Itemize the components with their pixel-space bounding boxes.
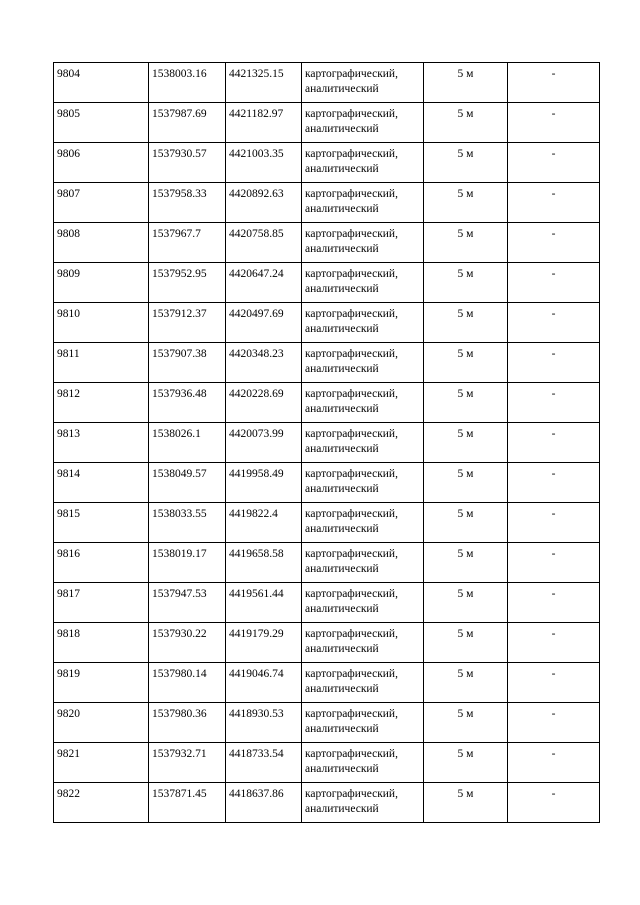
note-cell: - (508, 623, 600, 663)
method-cell: картографический, аналитический (302, 343, 424, 383)
x-coordinate-cell: 1537930.57 (149, 143, 226, 183)
table-row (54, 623, 600, 663)
x-coordinate-cell: 1537932.71 (149, 743, 226, 783)
note-cell: - (508, 583, 600, 623)
method-cell: картографический, аналитический (302, 623, 424, 663)
point-number-cell: 9806 (54, 143, 149, 183)
method-cell: картографический, аналитический (302, 263, 424, 303)
point-number-cell: 9810 (54, 303, 149, 343)
table-row (54, 743, 600, 783)
y-coordinate-cell: 4418637.86 (226, 783, 302, 823)
method-cell: картографический, аналитический (302, 143, 424, 183)
method-cell: картографический, аналитический (302, 63, 424, 103)
x-coordinate-cell: 1537967.7 (149, 223, 226, 263)
point-number-cell: 9821 (54, 743, 149, 783)
x-coordinate-cell: 1538019.17 (149, 543, 226, 583)
x-coordinate-cell: 1538049.57 (149, 463, 226, 503)
accuracy-cell: 5 м (424, 623, 508, 663)
y-coordinate-cell: 4419561.44 (226, 583, 302, 623)
y-coordinate-cell: 4419958.49 (226, 463, 302, 503)
point-number-cell: 9819 (54, 663, 149, 703)
method-cell: картографический, аналитический (302, 383, 424, 423)
coordinates-table (53, 62, 600, 823)
y-coordinate-cell: 4419046.74 (226, 663, 302, 703)
note-cell: - (508, 143, 600, 183)
method-cell: картографический, аналитический (302, 783, 424, 823)
table-row (54, 303, 600, 343)
note-cell: - (508, 383, 600, 423)
y-coordinate-cell: 4420228.69 (226, 383, 302, 423)
point-number-cell: 9808 (54, 223, 149, 263)
y-coordinate-cell: 4421003.35 (226, 143, 302, 183)
x-coordinate-cell: 1537947.53 (149, 583, 226, 623)
note-cell: - (508, 783, 600, 823)
method-cell: картографический, аналитический (302, 663, 424, 703)
note-cell: - (508, 223, 600, 263)
accuracy-cell: 5 м (424, 743, 508, 783)
accuracy-cell: 5 м (424, 703, 508, 743)
y-coordinate-cell: 4419822.4 (226, 503, 302, 543)
y-coordinate-cell: 4420758.85 (226, 223, 302, 263)
table-row (54, 583, 600, 623)
y-coordinate-cell: 4420647.24 (226, 263, 302, 303)
accuracy-cell: 5 м (424, 183, 508, 223)
accuracy-cell: 5 м (424, 583, 508, 623)
table-row (54, 463, 600, 503)
accuracy-cell: 5 м (424, 423, 508, 463)
x-coordinate-cell: 1537958.33 (149, 183, 226, 223)
accuracy-cell: 5 м (424, 223, 508, 263)
y-coordinate-cell: 4421182.97 (226, 103, 302, 143)
point-number-cell: 9807 (54, 183, 149, 223)
table-row (54, 663, 600, 703)
accuracy-cell: 5 м (424, 303, 508, 343)
point-number-cell: 9805 (54, 103, 149, 143)
method-cell: картографический, аналитический (302, 303, 424, 343)
method-cell: картографический, аналитический (302, 223, 424, 263)
x-coordinate-cell: 1537987.69 (149, 103, 226, 143)
point-number-cell: 9816 (54, 543, 149, 583)
point-number-cell: 9809 (54, 263, 149, 303)
point-number-cell: 9822 (54, 783, 149, 823)
y-coordinate-cell: 4420073.99 (226, 423, 302, 463)
y-coordinate-cell: 4418733.54 (226, 743, 302, 783)
point-number-cell: 9804 (54, 63, 149, 103)
x-coordinate-cell: 1537936.48 (149, 383, 226, 423)
point-number-cell: 9812 (54, 383, 149, 423)
note-cell: - (508, 103, 600, 143)
table-row (54, 703, 600, 743)
table-row (54, 783, 600, 823)
x-coordinate-cell: 1538003.16 (149, 63, 226, 103)
point-number-cell: 9818 (54, 623, 149, 663)
x-coordinate-cell: 1538033.55 (149, 503, 226, 543)
table-row (54, 383, 600, 423)
point-number-cell: 9815 (54, 503, 149, 543)
table-row (54, 503, 600, 543)
y-coordinate-cell: 4419658.58 (226, 543, 302, 583)
x-coordinate-cell: 1537980.36 (149, 703, 226, 743)
note-cell: - (508, 743, 600, 783)
table-row (54, 263, 600, 303)
y-coordinate-cell: 4418930.53 (226, 703, 302, 743)
table-row (54, 423, 600, 463)
method-cell: картографический, аналитический (302, 423, 424, 463)
point-number-cell: 9813 (54, 423, 149, 463)
x-coordinate-cell: 1537907.38 (149, 343, 226, 383)
table-row (54, 183, 600, 223)
accuracy-cell: 5 м (424, 503, 508, 543)
method-cell: картографический, аналитический (302, 183, 424, 223)
method-cell: картографический, аналитический (302, 543, 424, 583)
note-cell: - (508, 463, 600, 503)
note-cell: - (508, 63, 600, 103)
accuracy-cell: 5 м (424, 663, 508, 703)
x-coordinate-cell: 1537930.22 (149, 623, 226, 663)
x-coordinate-cell: 1537952.95 (149, 263, 226, 303)
y-coordinate-cell: 4420348.23 (226, 343, 302, 383)
y-coordinate-cell: 4420497.69 (226, 303, 302, 343)
y-coordinate-cell: 4419179.29 (226, 623, 302, 663)
method-cell: картографический, аналитический (302, 703, 424, 743)
table-row (54, 143, 600, 183)
table-row (54, 103, 600, 143)
accuracy-cell: 5 м (424, 783, 508, 823)
accuracy-cell: 5 м (424, 343, 508, 383)
table-row (54, 63, 600, 103)
accuracy-cell: 5 м (424, 143, 508, 183)
accuracy-cell: 5 м (424, 63, 508, 103)
coordinates-table-body (54, 63, 600, 823)
note-cell: - (508, 423, 600, 463)
accuracy-cell: 5 м (424, 463, 508, 503)
note-cell: - (508, 303, 600, 343)
note-cell: - (508, 343, 600, 383)
point-number-cell: 9817 (54, 583, 149, 623)
accuracy-cell: 5 м (424, 263, 508, 303)
note-cell: - (508, 503, 600, 543)
accuracy-cell: 5 м (424, 103, 508, 143)
point-number-cell: 9814 (54, 463, 149, 503)
y-coordinate-cell: 4420892.63 (226, 183, 302, 223)
note-cell: - (508, 543, 600, 583)
note-cell: - (508, 183, 600, 223)
method-cell: картографический, аналитический (302, 583, 424, 623)
table-row (54, 223, 600, 263)
point-number-cell: 9811 (54, 343, 149, 383)
method-cell: картографический, аналитический (302, 503, 424, 543)
method-cell: картографический, аналитический (302, 103, 424, 143)
point-number-cell: 9820 (54, 703, 149, 743)
table-row (54, 543, 600, 583)
x-coordinate-cell: 1537912.37 (149, 303, 226, 343)
x-coordinate-cell: 1538026.1 (149, 423, 226, 463)
accuracy-cell: 5 м (424, 383, 508, 423)
note-cell: - (508, 663, 600, 703)
method-cell: картографический, аналитический (302, 743, 424, 783)
accuracy-cell: 5 м (424, 543, 508, 583)
x-coordinate-cell: 1537980.14 (149, 663, 226, 703)
note-cell: - (508, 263, 600, 303)
method-cell: картографический, аналитический (302, 463, 424, 503)
y-coordinate-cell: 4421325.15 (226, 63, 302, 103)
table-row (54, 343, 600, 383)
note-cell: - (508, 703, 600, 743)
x-coordinate-cell: 1537871.45 (149, 783, 226, 823)
